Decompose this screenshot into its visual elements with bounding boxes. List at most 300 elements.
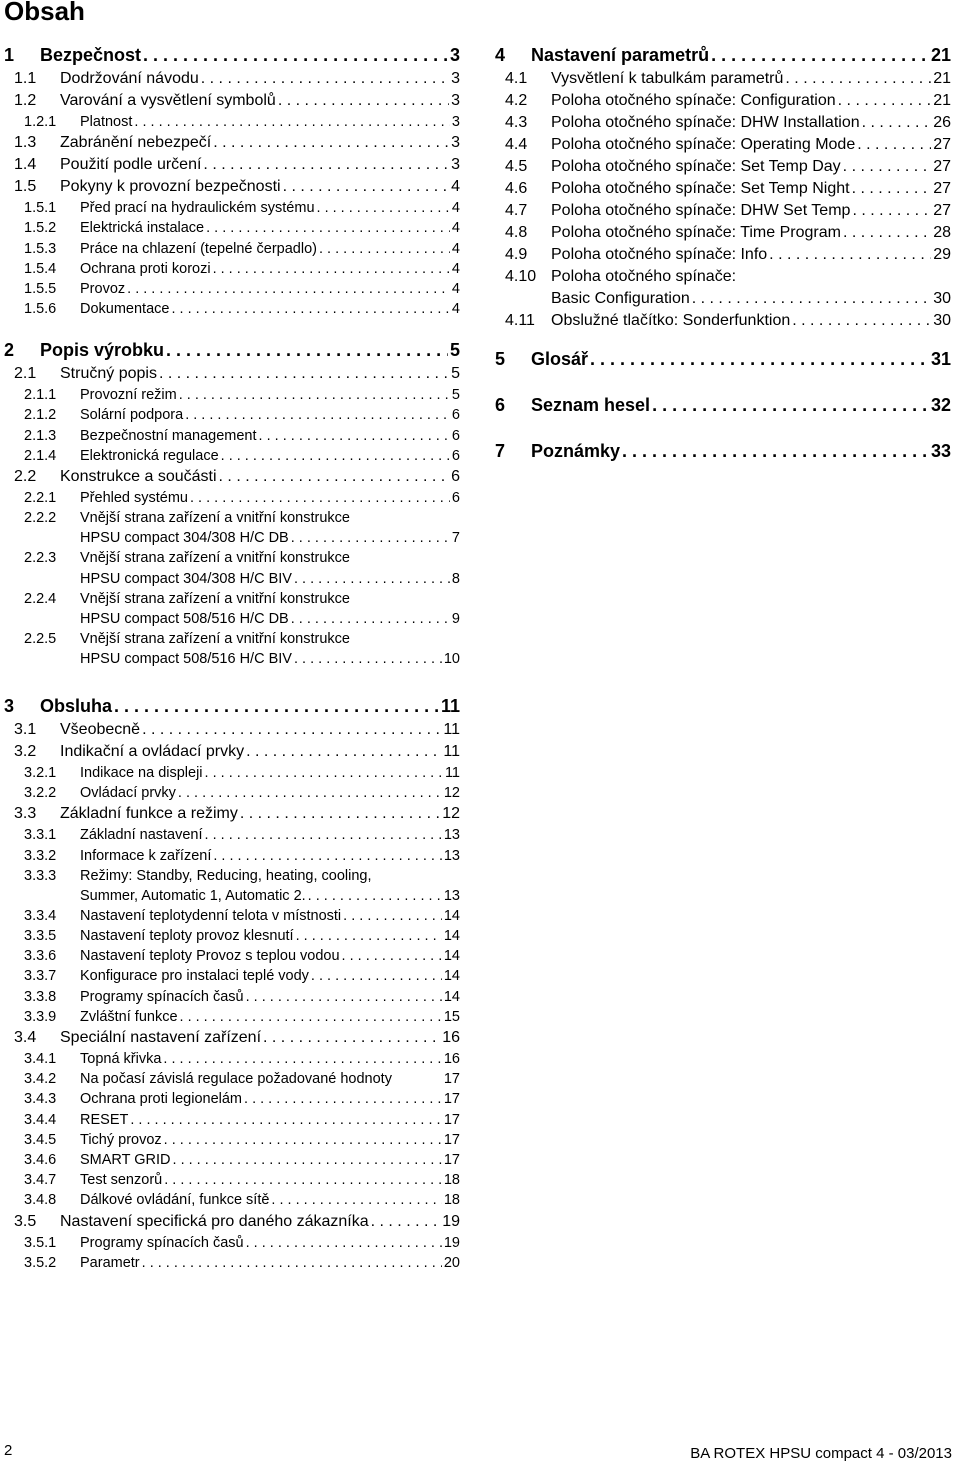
- toc-entry-number: 1.5.5: [24, 280, 57, 297]
- toc-entry[interactable]: [4, 906, 460, 926]
- toc-entry[interactable]: [4, 1089, 460, 1109]
- toc-entry-page: 6: [451, 447, 460, 464]
- toc-entry-title: Poloha otočného spínače: Time Program: [551, 224, 841, 241]
- toc-entry-title: Dálkové ovládání, funkce sítě: [80, 1192, 270, 1209]
- toc-entry-title: Nastavení parametrů: [531, 45, 710, 65]
- toc-entry-title: Topná křivka: [80, 1051, 162, 1068]
- toc-entry-number: 1.5: [14, 178, 37, 196]
- toc-entry[interactable]: [4, 1190, 460, 1210]
- toc-entry-title: Indikace na displeji: [80, 764, 203, 781]
- toc-entry-title: Seznam hesel: [531, 395, 651, 415]
- toc-entry[interactable]: [4, 466, 460, 488]
- dot-leader: [240, 803, 440, 825]
- toc-entry-number: 1.5.4: [24, 260, 57, 277]
- toc-entry-title: Poloha otočného spínače: Set Temp Night: [551, 180, 850, 197]
- toc-entry[interactable]: [4, 803, 460, 825]
- toc-entry-title: Stručný popis: [60, 365, 157, 383]
- toc-entry-title: Pokyny k provozní bezpečnosti: [60, 178, 281, 196]
- toc-entry-title: Programy spínacích časů: [80, 988, 244, 1005]
- toc-entry-number: 3.3.7: [24, 968, 57, 985]
- dot-leader: [159, 363, 449, 385]
- toc-entry-title: Popis výrobku: [40, 340, 165, 361]
- toc-entry-title: Informace k zařízení: [80, 847, 212, 864]
- toc-entry-title: Základní funkce a režimy: [60, 805, 238, 823]
- toc-entry-page: 11: [440, 696, 460, 716]
- toc-entry-page: 21: [933, 92, 951, 109]
- toc-entry[interactable]: [495, 178, 951, 200]
- toc-entry-title: Režimy: Standby, Reducing, heating, cooling,: [80, 867, 372, 884]
- toc-entry-page: 14: [443, 968, 460, 985]
- toc-entry[interactable]: [4, 886, 460, 906]
- toc-entry-title: Poloha otočného spínače: Set Temp Day: [551, 158, 841, 175]
- toc-entry-title: Solární podpora: [80, 407, 184, 424]
- toc-entry-page: 5: [451, 365, 460, 383]
- toc-entry-page: 32: [930, 395, 951, 415]
- toc-entry-number: 2.2.2: [24, 510, 57, 527]
- toc-entry-title: Před prací na hydraulickém systému: [80, 200, 315, 217]
- toc-entry-number: 1.5.2: [24, 220, 57, 237]
- toc-entry[interactable]: [4, 528, 460, 548]
- toc-entry[interactable]: [4, 363, 460, 385]
- dot-leader: [291, 528, 450, 548]
- dot-leader: [246, 741, 441, 763]
- toc-entry-page: 4: [451, 280, 460, 297]
- toc-entry-title: Parametr: [80, 1254, 140, 1271]
- toc-entry[interactable]: [4, 239, 460, 259]
- toc-entry[interactable]: [495, 244, 951, 266]
- toc-entry[interactable]: [495, 266, 951, 288]
- toc-entry-page: 8: [451, 570, 460, 587]
- toc-entry-title: Glosář: [531, 349, 589, 369]
- toc-entry-page: 11: [443, 721, 460, 738]
- toc-entry-title: Bezpečnost: [40, 45, 142, 65]
- dot-leader: [291, 609, 450, 629]
- toc-entry-title: Základní nastavení: [80, 827, 203, 844]
- toc-entry[interactable]: [4, 866, 460, 886]
- toc-entry[interactable]: [4, 719, 460, 741]
- dot-leader: [838, 90, 932, 112]
- toc-entry[interactable]: [4, 337, 460, 363]
- toc-entry-page: 4: [451, 220, 460, 237]
- dot-leader: [205, 825, 442, 845]
- toc-entry-number: 2.1.3: [24, 427, 57, 444]
- toc-entry-number: 1.3: [14, 134, 37, 152]
- dot-leader: [203, 154, 449, 176]
- toc-entry-number: 2.1.4: [24, 447, 57, 464]
- toc-column-left: [4, 42, 460, 669]
- toc-entry-title: RESET: [80, 1111, 129, 1128]
- toc-entry-title: Test senzorů: [80, 1172, 163, 1189]
- toc-entry[interactable]: [4, 1007, 460, 1027]
- toc-entry[interactable]: [4, 132, 460, 154]
- dot-leader: [114, 693, 439, 719]
- toc-entry[interactable]: [4, 68, 460, 90]
- toc-entry[interactable]: [4, 279, 460, 299]
- dot-leader: [178, 783, 442, 803]
- toc-entry-number: 3.4.7: [24, 1172, 57, 1189]
- toc-entry[interactable]: [4, 154, 460, 176]
- toc-entry-page: 28: [933, 224, 951, 241]
- toc-entry-number: 2.2.1: [24, 490, 57, 507]
- toc-entry-number: 3.5.1: [24, 1234, 57, 1251]
- toc-entry[interactable]: [4, 967, 460, 987]
- toc-entry-number: 2.2.4: [24, 590, 57, 607]
- toc-entry-title: Nastavení teplotydenní telota v místnosti: [80, 907, 342, 924]
- dot-leader: [652, 392, 929, 418]
- toc-entry-page: 20: [443, 1254, 460, 1271]
- dot-leader: [164, 1170, 442, 1190]
- toc-entry[interactable]: [4, 783, 460, 803]
- toc-entry[interactable]: [4, 609, 460, 629]
- toc-entry[interactable]: [4, 926, 460, 946]
- toc-entry-page: 3: [451, 134, 460, 152]
- toc-entry[interactable]: [495, 222, 951, 244]
- toc-entry[interactable]: [495, 392, 951, 418]
- toc-entry-title: SMART GRID: [80, 1151, 171, 1168]
- toc-entry-number: 7: [495, 441, 506, 461]
- toc-entry-page: 11: [443, 743, 460, 760]
- toc-entry-title: Ovládací prvky: [80, 785, 176, 802]
- toc-entry-page: 13: [443, 827, 460, 844]
- toc-entry[interactable]: [495, 288, 951, 310]
- dot-leader: [244, 1089, 442, 1109]
- toc-entry-title: Na počasí závislá regulace požadované hodnoty: [80, 1071, 392, 1088]
- toc-entry-number: 4.3: [505, 114, 528, 131]
- toc-entry[interactable]: [4, 1110, 460, 1130]
- toc-entry-title: HPSU compact 304/308 H/C BIV: [80, 570, 292, 587]
- toc-entry[interactable]: [4, 987, 460, 1007]
- toc-entry[interactable]: [4, 112, 460, 132]
- toc-entry-number: 1: [4, 45, 15, 65]
- toc-entry-number: 2.2.3: [24, 550, 57, 567]
- toc-entry-page: 21: [933, 70, 951, 87]
- toc-entry-number: 1.1: [14, 70, 37, 87]
- toc-entry-number: 4.6: [505, 180, 528, 197]
- dot-leader: [213, 259, 450, 279]
- dot-leader: [246, 987, 442, 1007]
- dot-leader: [278, 90, 449, 112]
- toc-entry-page: 7: [451, 530, 460, 547]
- toc-entry-page: 3: [451, 92, 460, 109]
- toc-entry-title: Všeobecně: [60, 721, 141, 738]
- toc-entry-page: 13: [443, 847, 460, 864]
- toc-entry-page: 33: [930, 441, 951, 461]
- toc-entry-title: HPSU compact 508/516 H/C DB: [80, 610, 289, 627]
- toc-entry-title: Přehled systému: [80, 490, 188, 507]
- dot-leader: [171, 299, 449, 319]
- toc-entry[interactable]: [4, 406, 460, 426]
- toc-entry[interactable]: [4, 385, 460, 405]
- toc-entry-title: Vnější strana zařízení a vnitřní konstrukce: [80, 590, 350, 607]
- toc-entry[interactable]: [4, 825, 460, 845]
- toc-entry[interactable]: [495, 200, 951, 222]
- toc-entry-page: 31: [930, 349, 951, 369]
- toc-entry-title: Summer, Automatic 1, Automatic 2.: [80, 887, 306, 904]
- toc-entry-title: Nastavení specifická pro daného zákazníka: [60, 1212, 369, 1230]
- toc-entry-page: 11: [444, 764, 460, 781]
- toc-entry[interactable]: [4, 1233, 460, 1253]
- dot-leader: [283, 176, 450, 198]
- toc-column-bottom: [4, 693, 460, 1273]
- dot-leader: [166, 337, 448, 363]
- toc-entry-page: 19: [443, 1234, 460, 1251]
- toc-entry[interactable]: [4, 741, 460, 763]
- toc-entry[interactable]: [4, 198, 460, 218]
- footer-page-number: 2: [4, 1442, 13, 1459]
- toc-entry-title: Poloha otočného spínače: DHW Set Temp: [551, 202, 851, 219]
- toc-entry-page: 17: [443, 1131, 460, 1148]
- toc-entry-number: 3.5.2: [24, 1254, 57, 1271]
- toc-entry[interactable]: [495, 90, 951, 112]
- toc-entry-number: 4.2: [505, 92, 528, 109]
- toc-entry-number: 2: [4, 340, 15, 361]
- toc-entry[interactable]: [4, 1253, 460, 1273]
- toc-entry-page: 4: [451, 240, 460, 257]
- dot-leader: [173, 1150, 442, 1170]
- dot-leader: [271, 1190, 441, 1210]
- toc-entry-number: 3.3.9: [24, 1008, 57, 1025]
- toc-entry[interactable]: [495, 112, 951, 134]
- toc-entry[interactable]: [4, 446, 460, 466]
- toc-entry-number: 4.7: [505, 202, 528, 219]
- toc-entry-title: Elektrická instalace: [80, 220, 205, 237]
- toc-entry[interactable]: [4, 569, 460, 589]
- toc-entry-number: 3.4: [14, 1029, 37, 1047]
- toc-entry[interactable]: [495, 438, 951, 464]
- toc-entry[interactable]: [4, 1130, 460, 1150]
- toc-entry-title: Provoz: [80, 280, 126, 297]
- toc-entry-page: 18: [443, 1172, 460, 1189]
- toc-entry[interactable]: [4, 426, 460, 446]
- toc-entry-page: 19: [442, 1212, 460, 1230]
- toc-entry-page: 6: [451, 427, 460, 444]
- toc-entry-page: 27: [933, 202, 951, 219]
- toc-entry-number: 4.9: [505, 246, 528, 263]
- toc-entry[interactable]: [4, 299, 460, 319]
- toc-entry[interactable]: [4, 589, 460, 609]
- toc-entry[interactable]: [4, 1170, 460, 1190]
- toc-entry-page: 4: [451, 200, 460, 217]
- toc-entry[interactable]: [4, 946, 460, 966]
- toc-entry-title: Vnější strana zařízení a vnitřní konstrukce: [80, 630, 350, 647]
- toc-entry-page: 6: [451, 490, 460, 507]
- toc-entry-page: 5: [451, 387, 460, 404]
- toc-entry[interactable]: [4, 1027, 460, 1049]
- toc-entry[interactable]: [4, 488, 460, 508]
- dot-leader: [201, 68, 449, 90]
- toc-entry-title: Bezpečnostní management: [80, 427, 257, 444]
- toc-entry-page: 16: [442, 1029, 460, 1047]
- toc-entry-number: 1.5.1: [24, 200, 57, 217]
- toc-entry-page: 30: [933, 312, 951, 329]
- toc-entry-title: Použití podle určení: [60, 156, 202, 174]
- dot-leader: [142, 719, 441, 741]
- toc-column-right: [495, 42, 951, 464]
- toc-entry[interactable]: [4, 649, 460, 669]
- toc-entry-number: 3.4.3: [24, 1091, 57, 1108]
- toc-entry-number: 3.3.8: [24, 988, 57, 1005]
- toc-entry-number: 3.2.2: [24, 785, 57, 802]
- dot-leader: [311, 966, 442, 986]
- toc-entry-page: 29: [933, 246, 951, 263]
- dot-leader: [862, 112, 932, 134]
- toc-entry[interactable]: [495, 156, 951, 178]
- toc-entry-number: 1.2.1: [24, 113, 57, 130]
- toc-entry-title: Poloha otočného spínače: Info: [551, 246, 768, 263]
- toc-entry-number: 3.3.1: [24, 827, 57, 844]
- toc-entry[interactable]: [4, 763, 460, 783]
- dot-leader: [792, 310, 931, 332]
- dot-leader: [127, 279, 450, 299]
- toc-entry-page: 21: [930, 45, 951, 65]
- toc-entry-number: 4.8: [505, 224, 528, 241]
- dot-leader: [163, 1049, 441, 1069]
- toc-entry-title: Poloha otočného spínače: Operating Mode: [551, 136, 856, 153]
- toc-entry[interactable]: [4, 693, 460, 719]
- dot-leader: [164, 1130, 442, 1150]
- dot-leader: [179, 385, 450, 405]
- toc-entry-number: 1.4: [14, 156, 37, 174]
- toc-entry-number: 1.5.6: [24, 301, 57, 318]
- toc-entry[interactable]: [4, 846, 460, 866]
- toc-entry-title: Poloha otočného spínače: Configuration: [551, 92, 836, 109]
- toc-entry-number: 3.3.4: [24, 907, 57, 924]
- toc-entry-number: 1.2: [14, 92, 37, 109]
- toc-entry-title: HPSU compact 508/516 H/C BIV: [80, 651, 292, 667]
- toc-entry-page: 3: [449, 45, 460, 65]
- toc-entry-number: 3.5: [14, 1212, 37, 1230]
- dot-leader: [843, 156, 932, 178]
- dot-leader: [343, 906, 442, 926]
- toc-entry[interactable]: [495, 346, 951, 372]
- toc-entry-title: Elektronická regulace: [80, 447, 219, 464]
- dot-leader: [590, 346, 929, 372]
- toc-entry-page: 27: [933, 158, 951, 175]
- toc-entry[interactable]: [4, 218, 460, 238]
- dot-leader: [852, 178, 932, 200]
- toc-entry[interactable]: [4, 176, 460, 198]
- toc-entry-number: 2.1: [14, 365, 37, 383]
- dot-leader: [711, 42, 929, 68]
- toc-entry[interactable]: [495, 310, 951, 332]
- dot-leader: [190, 488, 450, 508]
- dot-leader: [308, 886, 442, 906]
- dot-leader: [134, 112, 450, 132]
- toc-entry-number: 3: [4, 696, 15, 716]
- dot-leader: [769, 244, 931, 266]
- toc-entry-title: Dokumentace: [80, 301, 170, 318]
- toc-entry-number: 3.2.1: [24, 764, 57, 781]
- toc-entry[interactable]: [495, 42, 951, 68]
- toc-entry[interactable]: [4, 508, 460, 528]
- toc-entry[interactable]: [4, 629, 460, 649]
- dot-leader: [185, 405, 450, 425]
- toc-entry-page: 15: [443, 1008, 460, 1025]
- toc-entry-page: 4: [451, 260, 460, 277]
- dot-leader: [843, 222, 931, 244]
- toc-entry-title: Práce na chlazení (tepelné čerpadlo): [80, 240, 317, 257]
- toc-entry-title: Obslužné tlačítko: Sonderfunktion: [551, 312, 791, 329]
- dot-leader: [259, 426, 450, 446]
- toc-entry[interactable]: [4, 1150, 460, 1170]
- toc-entry-page: 12: [442, 805, 460, 823]
- toc-entry-title: Provozní režim: [80, 387, 177, 404]
- toc-entry-page: 9: [451, 610, 460, 627]
- toc-entry[interactable]: [4, 259, 460, 279]
- toc-entry-number: 3.4.8: [24, 1192, 57, 1209]
- toc-entry-page: 17: [443, 1151, 460, 1168]
- footer-doc-ref: BA ROTEX HPSU compact 4 - 03/2013: [690, 1445, 952, 1462]
- toc-entry[interactable]: [4, 42, 460, 68]
- toc-entry-page: 3: [451, 156, 460, 174]
- toc-entry-page: 30: [933, 290, 951, 307]
- toc-entry-page: 12: [443, 785, 460, 802]
- toc-entry[interactable]: [4, 90, 460, 112]
- toc-entry[interactable]: [4, 1069, 460, 1089]
- toc-entry[interactable]: [4, 548, 460, 568]
- toc-entry-title: Zvláštní funkce: [80, 1008, 178, 1025]
- toc-entry[interactable]: [495, 134, 951, 156]
- toc-entry[interactable]: [4, 1211, 460, 1233]
- toc-entry-page: 4: [451, 178, 460, 196]
- toc-entry-page: 5: [449, 340, 460, 361]
- toc-entry-number: 3.3.3: [24, 867, 57, 884]
- toc-entry-number: 4.10: [505, 268, 537, 285]
- toc-entry-number: 3.3.5: [24, 928, 57, 945]
- dot-leader: [852, 200, 931, 222]
- dot-leader: [143, 42, 448, 68]
- toc-entry-page: 27: [933, 180, 951, 197]
- toc-entry-title: Zabránění nebezpečí: [60, 134, 212, 152]
- toc-entry-page: 3: [451, 70, 460, 87]
- dot-leader: [205, 763, 443, 783]
- dot-leader: [206, 218, 450, 238]
- toc-entry-number: 3.3: [14, 805, 37, 823]
- toc-entry-page: 14: [443, 988, 460, 1005]
- toc-entry-number: 2.2.5: [24, 630, 57, 647]
- toc-entry-title: Platnost: [80, 113, 133, 130]
- toc-entry-title: Speciální nastavení zařízení: [60, 1029, 262, 1047]
- toc-entry-page: 27: [933, 136, 951, 153]
- toc-entry-title: Vysvětlení k tabulkám parametrů: [551, 70, 784, 87]
- toc-entry-page: 17: [443, 1071, 460, 1088]
- dot-leader: [142, 1253, 442, 1273]
- toc-entry-title: Vnější strana zařízení a vnitřní konstrukce: [80, 510, 350, 527]
- toc-entry[interactable]: [495, 68, 951, 90]
- dot-leader: [294, 569, 450, 589]
- toc-entry-title: Konfigurace pro instalaci teplé vody: [80, 968, 309, 985]
- dot-leader: [219, 466, 450, 488]
- toc-entry-number: 3.4.4: [24, 1111, 57, 1128]
- toc-entry-title: Dodržování návodu: [60, 70, 199, 87]
- dot-leader: [342, 946, 442, 966]
- toc-entry-title: Indikační a ovládací prvky: [60, 743, 245, 760]
- toc-entry-number: 4.4: [505, 136, 528, 153]
- toc-entry-number: 4: [495, 45, 506, 65]
- toc-entry-number: 5: [495, 349, 506, 369]
- toc-entry-title: Ochrana proti legionelám: [80, 1091, 243, 1108]
- toc-entry-title: Nastavení teploty provoz klesnutí: [80, 928, 294, 945]
- toc-entry-number: 3.3.2: [24, 847, 57, 864]
- toc-entry-title: Poloha otočného spínače:: [551, 268, 737, 285]
- toc-entry-title: Poznámky: [531, 441, 621, 461]
- dot-leader: [857, 134, 931, 156]
- toc-entry-title: Vnější strana zařízení a vnitřní konstrukce: [80, 550, 350, 567]
- dot-leader: [180, 1007, 442, 1027]
- toc-entry-page: 6: [451, 407, 460, 424]
- toc-entry[interactable]: [4, 1049, 460, 1069]
- toc-entry-number: 3.2: [14, 743, 37, 760]
